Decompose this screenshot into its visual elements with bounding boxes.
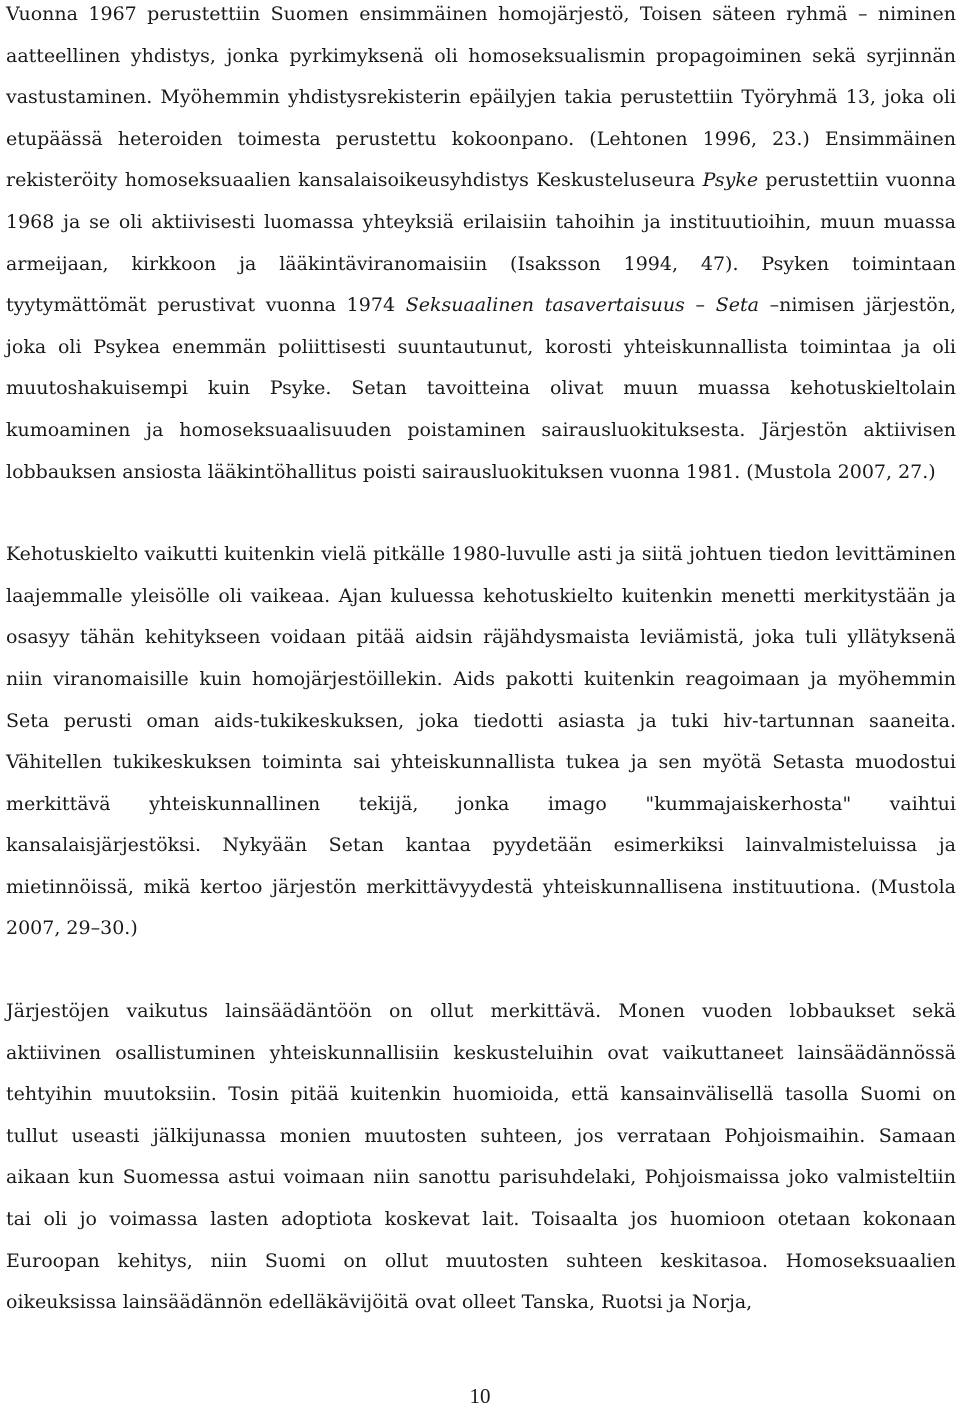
document-page: [6, 0, 956, 1324]
text-run: Kehotuskielto vaikutti kuitenkin vielä pitkälle 1980-luvulle asti ja siitä johtuen tiedon levittäminen laajemmalle yleisölle oli vaikeaa. Ajan kuluessa kehotuskielto kuitenkin menetti merkitystään ja osasyy tähän kehitykseen voidaan pitää aidsin räjähdysmaista leviämistä, joka tuli yllätyksenä niin viranomaisille kuin homojärjestöillekin. Aids pakotti kuitenkin reagoimaan ja myöhemmin Seta perusti oman aids-tukikeskuksen, joka tiedotti asiasta ja tuki hiv-tartunnan saaneita. Vähitellen tukikeskuksen toiminta sai yhteiskunnallista tukea ja sen myötä Setasta muodostui merkittävä yhteiskunnallinen tekijä, jonka imago "kummajaiskerhosta" vaihtui kansalaisjärjestöksi. Nykyään Setan kantaa pyydetään esimerkiksi lainvalmisteluissa ja mietinnöissä, mikä kertoo järjestön merkittävyydestä yhteiskunnallisena instituutiona. (Mustola 2007, 29–30.): [6, 543, 956, 940]
text-run: –nimisen järjestön, joka oli Psykea enemmän poliittisesti suuntautunut, korosti yhteiskunnallista toimintaa ja oli muutoshakuisempi kuin Psyke. Setan tavoitteina olivat muun muassa kehotuskieltolain kumoaminen ja homoseksuaalisuuden poistaminen sairausluokituksesta. Järjestön aktiivisen lobbauksen ansiosta lääkintöhallitus poisti sairausluokituksen vuonna 1981. (Mustola 2007, 27.): [6, 294, 956, 483]
paragraph-gap: [6, 950, 956, 991]
text-run: Järjestöjen vaikutus lainsäädäntöön on ollut merkittävä. Monen vuoden lobbaukset sekä aktiivinen osallistuminen yhteiskunnallisiin keskusteluihin ovat vaikuttaneet lainsäädännössä tehtyihin muutoksiin. Tosin pitää kuitenkin huomioida, että kansainvälisellä tasolla Suomi on tullut useasti jälkijunassa monien muutosten suhteen, jos verrataan Pohjoismaihin. Samaan aikaan kun Suomessa astui voimaan niin sanottu parisuhdelaki, Pohjoismaissa joko valmisteltiin tai oli jo voimassa lasten adoptiota koskevat lait. Toisaalta jos huomioon otetaan kokonaan Euroopan kehitys, niin Suomi on ollut muutosten suhteen keskitasoa. Homoseksuaalien oikeuksissa lainsäädännön edelläkävijöitä ovat olleet Tanska, Ruotsi ja Norja,: [6, 1000, 956, 1314]
paragraph-kehotuskielto: [6, 534, 956, 950]
text-run: Vuonna 1967 perustettiin Suomen ensimmäinen homojärjestö, Toisen säteen ryhmä – niminen aatteellinen yhdistys, jonka pyrkimyksenä oli homoseksualismin propagoiminen sekä syrjinnän vastustaminen. Myöhemmin yhdistysrekisterin epäilyjen takia perustettiin Työryhmä 13, joka oli etupäässä heteroiden toimesta perustettu kokoonpano. (Lehtonen 1996, 23.) Ensimmäinen rekisteröity homoseksuaalien kansalaisoikeusyhdistys Keskusteluseura: [6, 3, 956, 192]
text-run: perustettiin vuonna 1968 ja se oli aktiivisesti luomassa yhteyksiä erilaisiin tahoihin ja instituutioihin, muun muassa armeijaan, kirkkoon ja lääkintäviranomaisiin (Isaksson 1994, 47). Psyken toimintaan tyytymättömät perustivat vuonna 1974: [6, 169, 956, 317]
italic-text-run: Seksuaalinen tasavertaisuus – Seta: [405, 294, 759, 317]
italic-text-run: Psyke: [702, 169, 759, 192]
paragraph-lainsaadanto: [6, 991, 956, 1324]
page-number: 10: [469, 1384, 491, 1408]
paragraph-gap: [6, 493, 956, 534]
paragraph-homojarjestot: [6, 0, 956, 493]
